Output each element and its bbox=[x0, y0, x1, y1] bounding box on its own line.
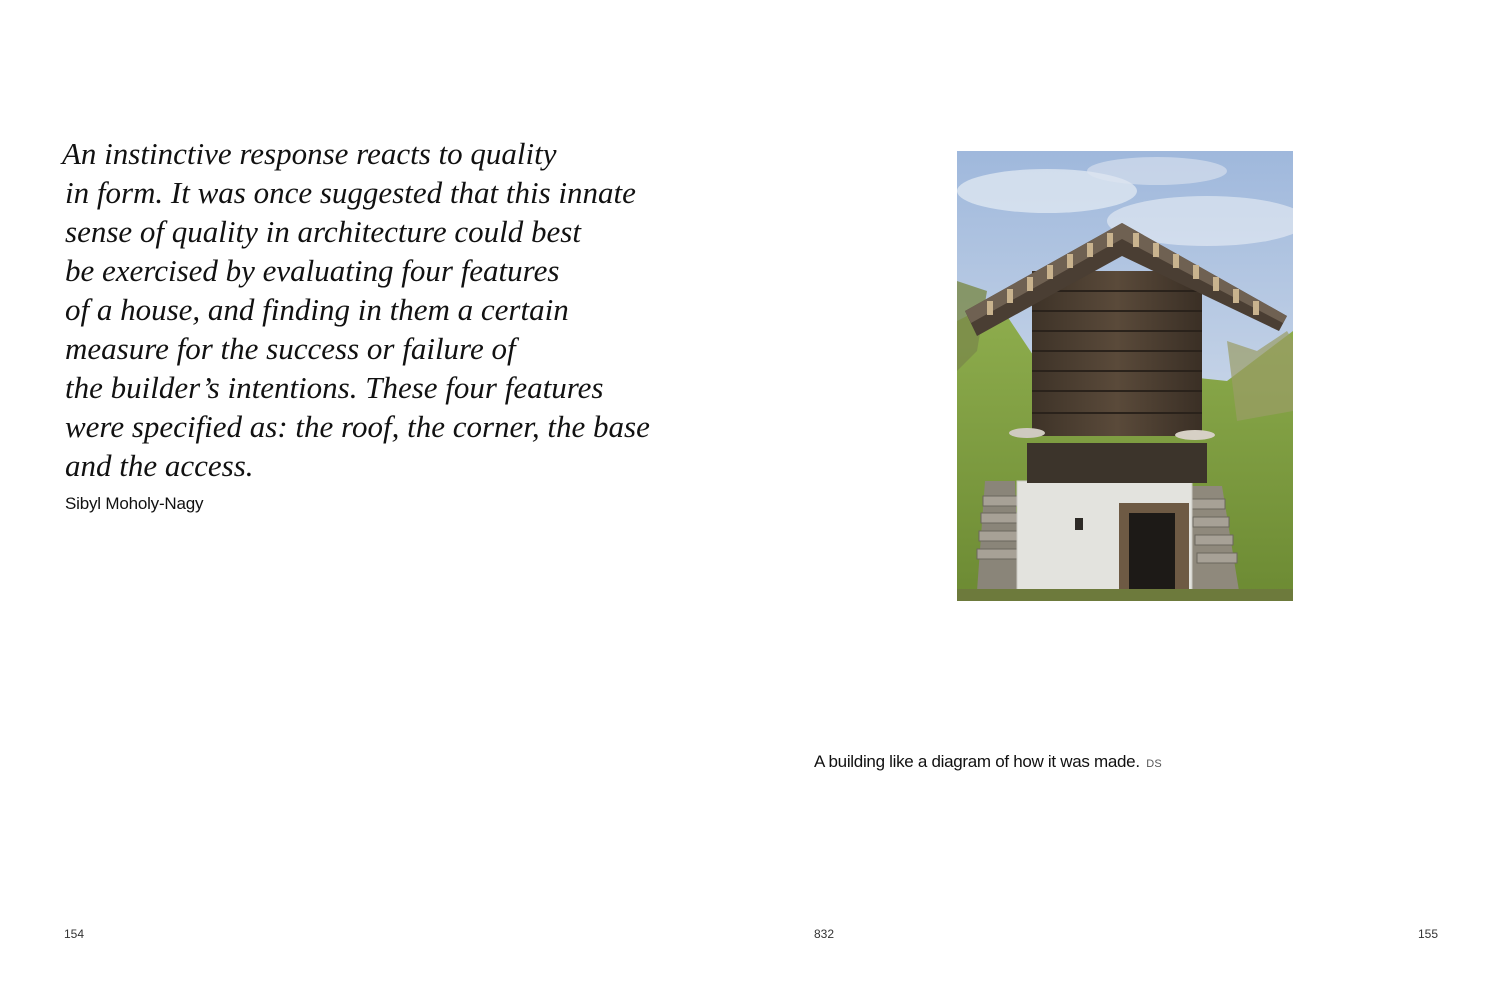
photo-credit: DS bbox=[1146, 758, 1163, 770]
quote-line: the builder’s intentions. These four features bbox=[65, 370, 604, 405]
building-photo bbox=[957, 151, 1293, 601]
quote-attribution: Sibyl Moholy-Nagy bbox=[65, 494, 204, 513]
quote-line: be exercised by evaluating four features bbox=[65, 253, 560, 288]
page-number-right: 155 bbox=[1418, 927, 1439, 941]
quote-line: sense of quality in architecture could best bbox=[65, 214, 581, 249]
quote-line: and the access. bbox=[65, 448, 254, 483]
caption-text: A building like a diagram of how it was made. bbox=[814, 752, 1140, 771]
quote-line: of a house, and finding in them a certain bbox=[65, 292, 569, 327]
page-number-left: 154 bbox=[64, 927, 85, 941]
pull-quote bbox=[62, 134, 722, 485]
page-number-center: 832 bbox=[814, 927, 835, 941]
quote-line: measure for the success or failure of bbox=[65, 331, 516, 366]
figure-caption bbox=[814, 752, 1162, 772]
quote-line: were specified as: the roof, the corner, the base bbox=[65, 409, 650, 444]
quote-line: in form. It was once suggested that this innate bbox=[65, 175, 636, 210]
quote-line: An instinctive response reacts to quality bbox=[62, 136, 557, 171]
